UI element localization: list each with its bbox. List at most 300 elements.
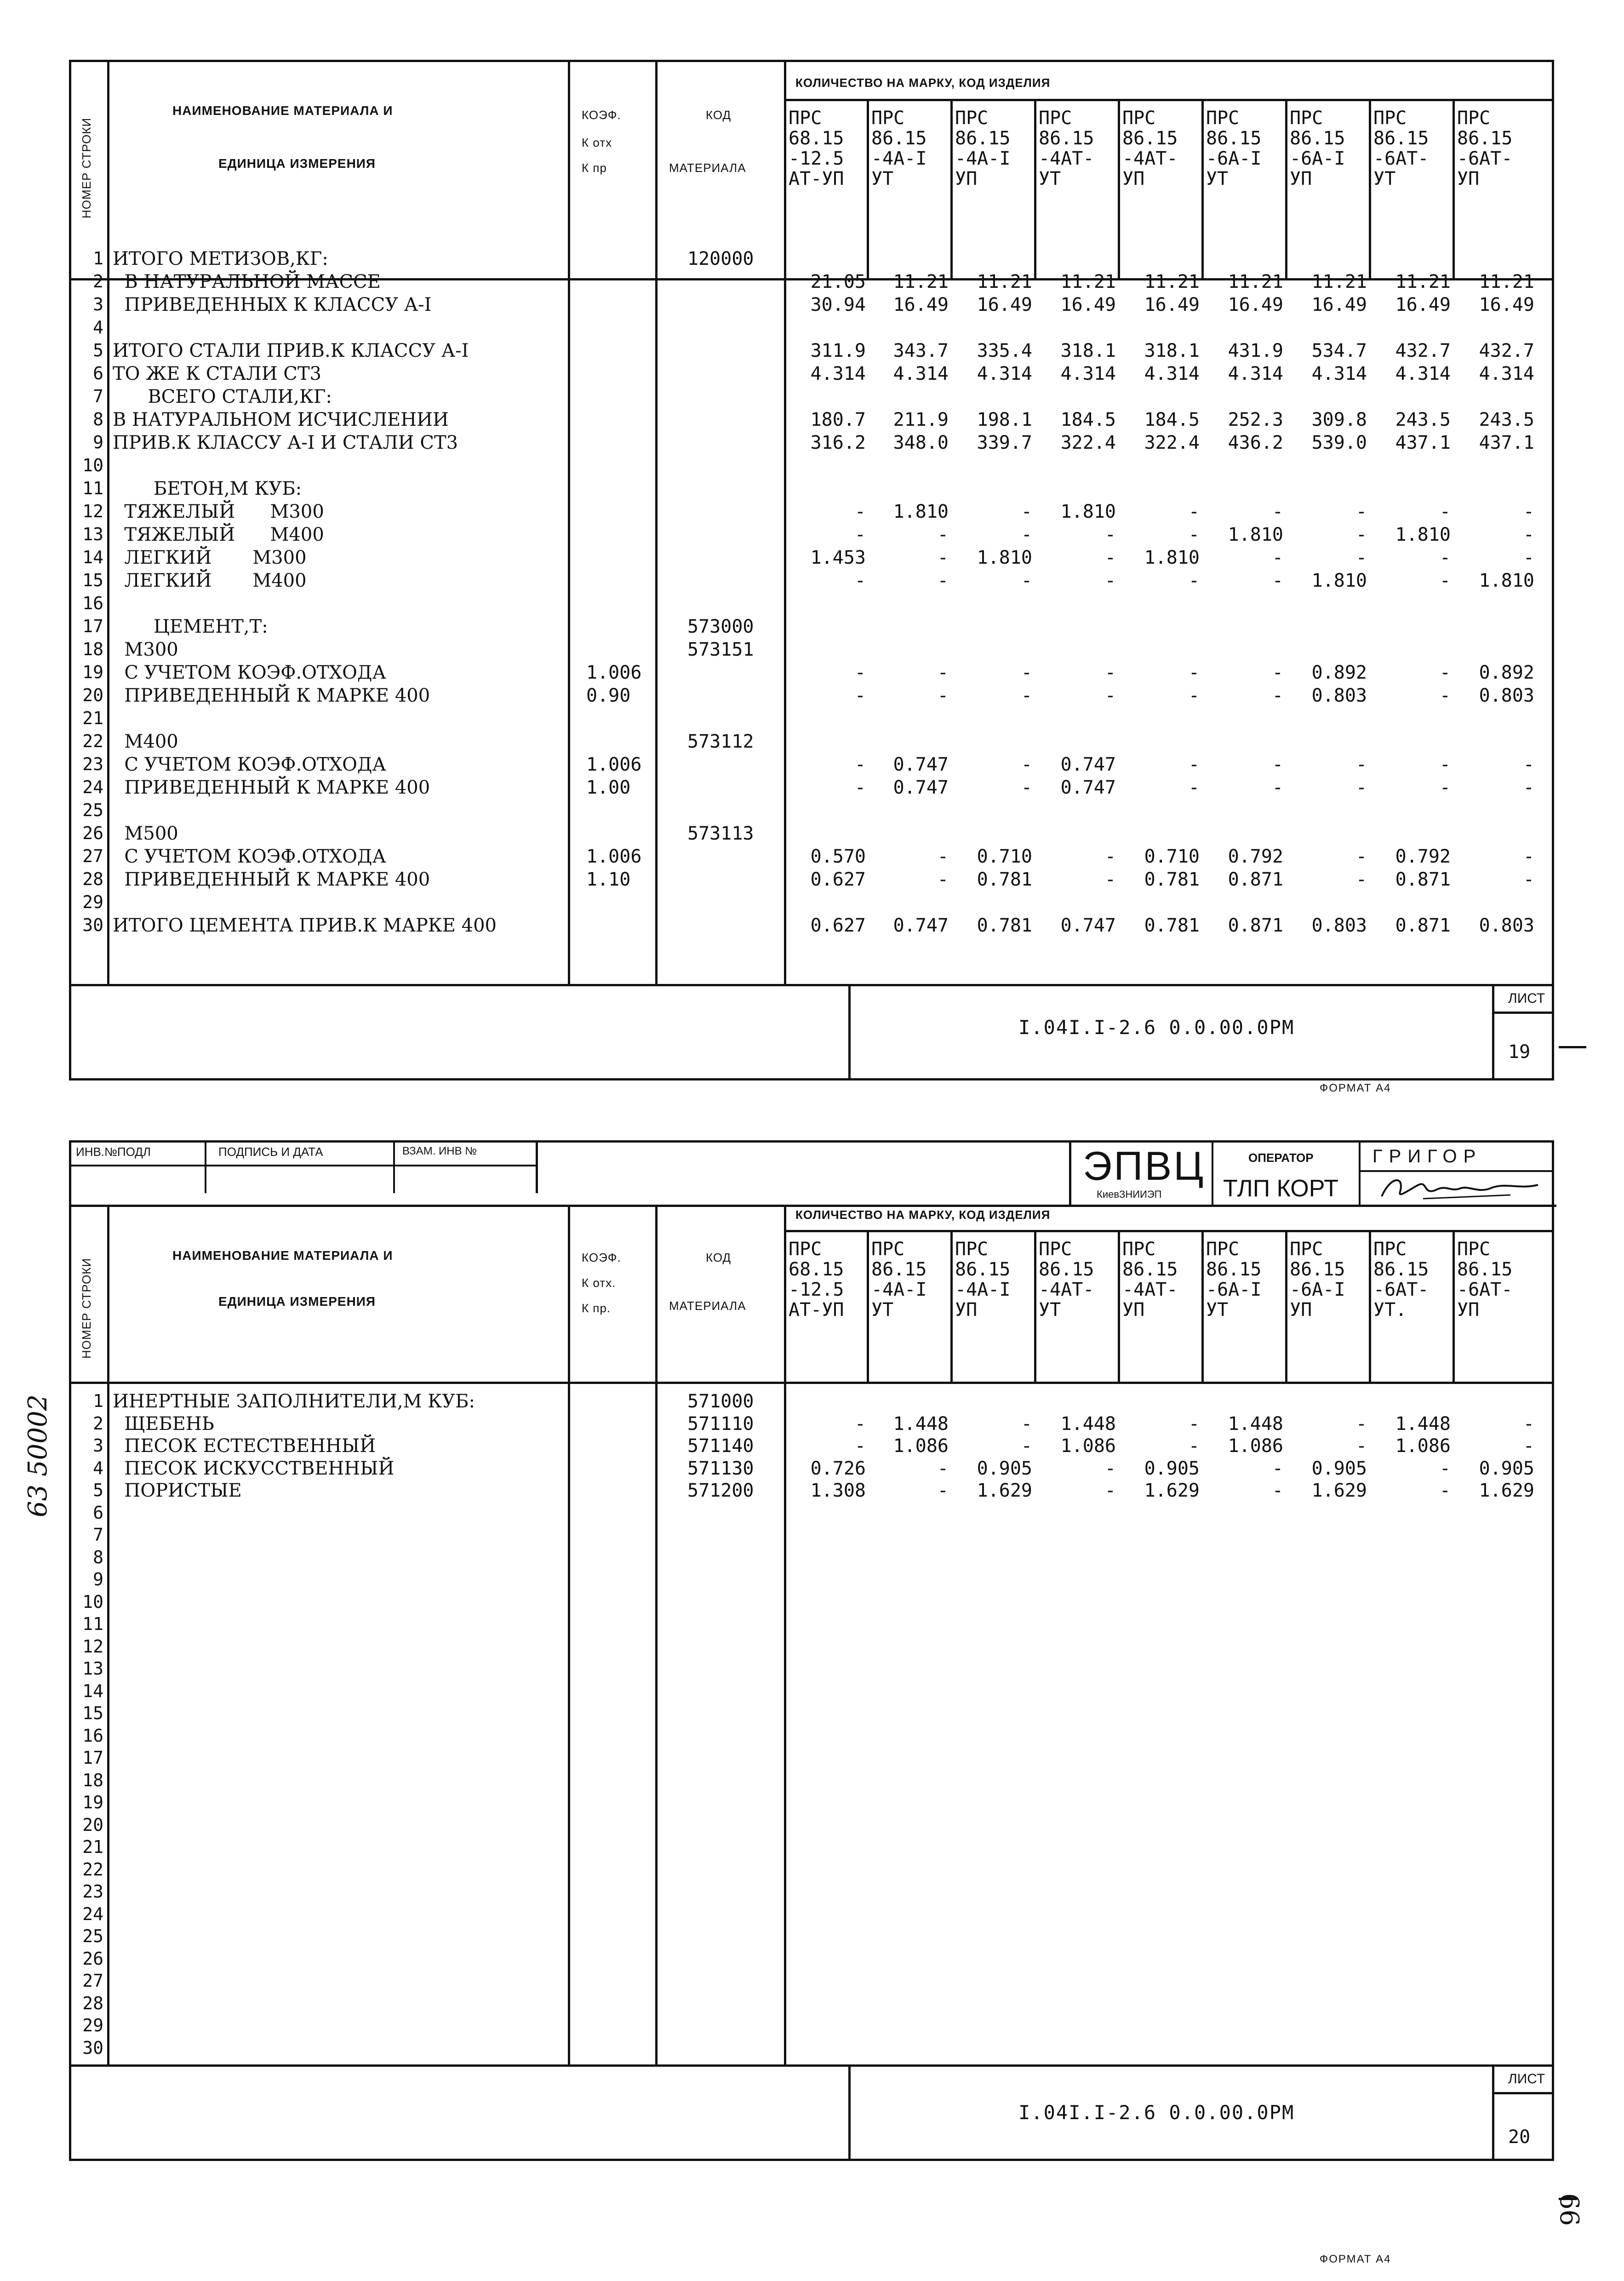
row-number: 1 (93, 1391, 103, 1411)
row-number: 6 (93, 1502, 103, 1523)
product-code-line: ПРС (1122, 1239, 1156, 1260)
quantity-cell: 0.781 (1144, 915, 1200, 936)
row-number: 18 (82, 639, 103, 659)
row-number: 7 (93, 386, 103, 406)
quantity-cell: 0.792 (1395, 846, 1451, 867)
row-number: 19 (82, 662, 103, 682)
quantity-cell: 184.5 (1144, 409, 1200, 430)
product-code-line: -6АТ- (1457, 1279, 1513, 1300)
material-name: ЦЕМЕНТ,Т: (113, 616, 268, 637)
quantity-cell: 1.448 (1395, 1413, 1451, 1435)
material-name: В НАТУРАЛЬНОМ ИСЧИСЛЕНИИ (113, 409, 449, 430)
product-code-line: -4А-I (871, 148, 927, 169)
coefficient: 1.10 (586, 869, 631, 890)
quantity-cell: 211.9 (893, 409, 949, 430)
quantity-cell: - (1188, 685, 1200, 706)
format-label-2: ФОРМАТ А4 (1320, 2253, 1391, 2265)
quantity-cell: 16.49 (977, 294, 1032, 315)
product-column-header (871, 108, 926, 189)
quantity-cell: - (1355, 1413, 1367, 1435)
quantity-cell: - (1104, 570, 1116, 591)
material-name: БЕТОН,М КУБ: (113, 478, 302, 499)
product-code-line: ПРС (1290, 108, 1323, 129)
material-name: М500 (113, 823, 178, 844)
quantity-cell: 243.5 (1479, 409, 1534, 430)
row-number-header: НОМЕР СТРОКИ (80, 117, 93, 218)
quantity-cell: 0.905 (977, 1458, 1032, 1479)
coefficient: 1.00 (586, 777, 631, 798)
row-number: 22 (82, 1859, 103, 1880)
material-code: 573113 (687, 823, 754, 844)
quantity-cell: 16.49 (1311, 294, 1367, 315)
quantity-cell: - (1523, 1435, 1534, 1457)
row-number: 30 (82, 2037, 103, 2058)
quantity-cell: - (1439, 1458, 1451, 1479)
product-code-line: -4АТ- (1039, 1279, 1094, 1300)
quantity-cell: - (1188, 662, 1200, 683)
product-column-header (1290, 108, 1345, 189)
quantity-cell: 1.308 (810, 1480, 866, 1501)
quantity-cell: 4.314 (1311, 363, 1367, 384)
product-column-header (1373, 1239, 1429, 1320)
product-code-line: 86.15 (955, 1259, 1011, 1280)
quantity-cell: - (1188, 524, 1200, 545)
product-code-line: -4А-I (955, 1279, 1011, 1300)
product-code-line: 86.15 (1206, 1259, 1262, 1280)
coef-waste-label-2: К отх. (582, 1276, 616, 1290)
product-code-line: АТ-УП (789, 1299, 844, 1321)
product-code-line: 86.15 (955, 128, 1011, 149)
quantity-cell: 0.710 (977, 846, 1032, 867)
quantity-cell: 180.7 (810, 409, 866, 430)
quantity-cell: - (1355, 547, 1367, 568)
product-code-line: -6АТ- (1457, 148, 1513, 169)
quantity-cell: - (1523, 846, 1534, 867)
coefficient: 0.90 (586, 685, 631, 706)
quantity-cell: - (854, 501, 866, 522)
row-number: 20 (82, 685, 103, 705)
material-name: С УЧЕТОМ КОЭФ.ОТХОДА (113, 846, 386, 867)
quantity-cell: 1.810 (1311, 570, 1367, 591)
product-code-line: ПРС (1373, 108, 1407, 129)
quantity-cell: 534.7 (1311, 340, 1367, 361)
quantity-cell: 0.871 (1395, 915, 1451, 936)
row-number: 27 (82, 1971, 103, 1991)
quantity-cell: - (1188, 1435, 1200, 1457)
quantity-cell: 11.21 (1228, 271, 1283, 292)
quantity-cell: 1.810 (977, 547, 1032, 568)
material-name: ТЯЖЕЛЫЙ М300 (113, 501, 324, 522)
quantity-cell: 431.9 (1228, 340, 1283, 361)
row-number: 15 (82, 570, 103, 590)
product-column-header (955, 1239, 1010, 1320)
org-name: ЭПВЦ (1083, 1143, 1206, 1189)
quantity-cell: - (1188, 777, 1200, 798)
product-column-header (1457, 1239, 1512, 1320)
material-name: ПЕСОК ИСКУССТВЕННЫЙ (113, 1458, 395, 1479)
product-code-line: УП (955, 1299, 978, 1321)
material-name: ПОРИСТЫЕ (113, 1480, 242, 1501)
material-name: ТО ЖЕ К СТАЛИ СТ3 (113, 363, 322, 384)
quantity-cell: 343.7 (893, 340, 949, 361)
row-number: 6 (93, 363, 103, 383)
quantity-cell: - (1523, 777, 1534, 798)
row-number: 28 (82, 869, 103, 889)
quantity-cell: 1.086 (1395, 1435, 1451, 1457)
quantity-cell: - (1355, 846, 1367, 867)
product-code-line: ПРС (1206, 1239, 1240, 1260)
right-margin-note: 66 (1554, 2193, 1584, 2226)
quantity-cell: - (937, 1458, 949, 1479)
product-code-line: АТ-УП (789, 168, 844, 189)
quantity-cell: - (1104, 524, 1116, 545)
product-code-line: УП (1122, 168, 1145, 189)
quantity-cell: - (1355, 869, 1367, 890)
material-code: 571200 (687, 1480, 754, 1501)
material-name: ТЯЖЕЛЫЙ М400 (113, 524, 324, 545)
material-name: С УЧЕТОМ КОЭФ.ОТХОДА (113, 662, 386, 683)
quantity-cell: 0.905 (1479, 1458, 1534, 1479)
quantity-cell: 16.49 (1228, 294, 1283, 315)
product-column-header (789, 108, 844, 189)
quantity-cell: 0.892 (1311, 662, 1367, 683)
edge-mark (1559, 2198, 1577, 2200)
product-code-line: 86.15 (1290, 1259, 1345, 1280)
quantity-cell: 0.905 (1311, 1458, 1367, 1479)
quantity-cell: - (854, 1413, 866, 1435)
quantity-cell: 1.810 (1144, 547, 1200, 568)
row-number: 5 (93, 340, 103, 360)
row-number: 21 (82, 708, 103, 728)
row-number: 8 (93, 409, 103, 429)
quantity-cell: 0.781 (977, 869, 1032, 890)
quantity-cell: 1.629 (977, 1480, 1032, 1501)
quantity-cell: 0.871 (1228, 915, 1283, 936)
product-column-header (1206, 1239, 1261, 1320)
quantity-cell: - (937, 570, 949, 591)
replace-inv-label: ВЗАМ. ИНВ № (402, 1145, 477, 1157)
quantity-cell: 0.747 (893, 777, 949, 798)
sheet-label-2: ЛИСТ (1508, 2071, 1545, 2087)
quantity-cell: 11.21 (977, 271, 1032, 292)
product-code-line: УП (1457, 168, 1480, 189)
quantity-cell: 437.1 (1479, 432, 1534, 453)
coefficient: 1.006 (586, 846, 642, 867)
unit-header-2: ЕДИНИЦА ИЗМЕРЕНИЯ (218, 1294, 376, 1309)
row-number: 27 (82, 846, 103, 866)
quantity-cell: 311.9 (810, 340, 866, 361)
material-name: ПРИВЕДЕННЫЙ К МАРКЕ 400 (113, 685, 430, 706)
product-code-line: УП (1122, 1299, 1145, 1321)
material-name: ВСЕГО СТАЛИ,КГ: (113, 386, 332, 407)
coef-header: КОЭФ. (582, 108, 621, 122)
material-code: 571110 (687, 1413, 754, 1435)
row-number: 29 (82, 2015, 103, 2035)
product-code-line: 86.15 (1122, 128, 1178, 149)
row-number: 24 (82, 777, 103, 797)
product-code-line: 86.15 (871, 1259, 927, 1280)
row-number: 22 (82, 731, 103, 751)
quantity-cell: 1.448 (1060, 1413, 1116, 1435)
quantity-cell: - (854, 662, 866, 683)
quantity-cell: - (1439, 1480, 1451, 1501)
product-code-line: ПРС (1457, 1239, 1491, 1260)
product-column-header (1290, 1239, 1345, 1320)
material-name: В НАТУРАЛЬНОЙ МАССЕ (113, 271, 381, 292)
inv-label: ИНВ.№ПОДЛ (76, 1145, 151, 1159)
product-column-header (1039, 108, 1094, 189)
quantity-cell: - (1021, 754, 1032, 775)
material-code: 573151 (687, 639, 754, 660)
quantity-cell: 16.49 (1395, 294, 1451, 315)
row-number: 12 (82, 1636, 103, 1657)
quantity-cell: - (1439, 777, 1451, 798)
quantity-cell: - (937, 685, 949, 706)
product-code-line: -6А-I (1290, 148, 1345, 169)
coef-header-2: КОЭФ. (582, 1251, 621, 1264)
material-name: ИТОГО СТАЛИ ПРИВ.К КЛАССУ А-I (113, 340, 469, 361)
material-code: 571130 (687, 1458, 754, 1479)
row-number: 10 (82, 1591, 103, 1612)
row-number: 30 (82, 915, 103, 935)
product-code-line: УТ (1039, 1299, 1061, 1321)
row-number: 2 (93, 1413, 103, 1434)
quantity-cell: - (1439, 570, 1451, 591)
quantity-cell: 1.629 (1479, 1480, 1534, 1501)
product-code-line: УТ. (1373, 1299, 1407, 1321)
quantity-cell: - (1104, 869, 1116, 890)
product-column-header (955, 108, 1010, 189)
quantity-cell: - (937, 662, 949, 683)
code-header-sub: МАТЕРИАЛА (669, 161, 746, 175)
quantity-cell: 0.892 (1479, 662, 1534, 683)
row-number: 17 (82, 1748, 103, 1768)
row-number: 19 (82, 1792, 103, 1812)
quantity-header: КОЛИЧЕСТВО НА МАРКУ, КОД ИЗДЕЛИЯ (795, 76, 1051, 90)
operator-value: ТЛП КОРТ (1223, 1175, 1338, 1202)
quantity-cell: - (1021, 662, 1032, 683)
material-name: ПРИВЕДЕННЫЙ К МАРКЕ 400 (113, 777, 430, 798)
product-column-header (1206, 108, 1261, 189)
coefficient: 1.006 (586, 754, 642, 775)
material-code: 573112 (687, 731, 754, 752)
product-code-line: УТ (1206, 168, 1229, 189)
quantity-cell: 0.747 (1060, 754, 1116, 775)
quantity-cell: 339.7 (977, 432, 1032, 453)
quantity-cell: 322.4 (1060, 432, 1116, 453)
row-number: 13 (82, 1658, 103, 1679)
quantity-cell: 16.49 (1144, 294, 1200, 315)
product-code-line: -4АТ- (1122, 1279, 1178, 1300)
row-number: 26 (82, 823, 103, 843)
quantity-cell: 11.21 (893, 271, 949, 292)
quantity-cell: - (1104, 662, 1116, 683)
quantity-cell: - (1523, 547, 1534, 568)
row-number: 9 (93, 1569, 103, 1589)
quantity-cell: - (854, 524, 866, 545)
material-code: 573000 (687, 616, 754, 637)
row-number: 25 (82, 800, 103, 820)
row-number: 4 (93, 317, 103, 337)
quantity-cell: - (1021, 501, 1032, 522)
product-code-line: 86.15 (1290, 128, 1345, 149)
product-code-line: 86.15 (871, 128, 927, 149)
left-margin-note: 63 50002 (23, 1394, 53, 1517)
row-number: 9 (93, 432, 103, 452)
row-number: 25 (82, 1926, 103, 1946)
row-number: 29 (82, 892, 103, 912)
material-name: ИТОГО МЕТИЗОВ,КГ: (113, 248, 328, 269)
operator-label: ОПЕРАТОР (1248, 1151, 1314, 1165)
quantity-cell: 184.5 (1060, 409, 1116, 430)
quantity-cell: 0.803 (1311, 685, 1367, 706)
row-number-header-2: НОМЕР СТРОКИ (80, 1258, 93, 1359)
quantity-cell: - (1355, 754, 1367, 775)
product-code-line: ПРС (1373, 1239, 1407, 1260)
operator-name: ГРИГОР (1372, 1146, 1482, 1166)
sign-date-label: ПОДПИСЬ И ДАТА (218, 1145, 323, 1159)
row-number: 13 (82, 524, 103, 544)
coefficient: 1.006 (586, 662, 642, 683)
product-code-line: УП (955, 168, 978, 189)
quantity-cell: 0.747 (893, 754, 949, 775)
product-code-line: ПРС (789, 1239, 822, 1260)
sheet-number: 19 (1508, 1041, 1531, 1063)
quantity-cell: 4.314 (977, 363, 1032, 384)
quantity-cell: 0.803 (1311, 915, 1367, 936)
quantity-cell: 316.2 (810, 432, 866, 453)
row-number: 10 (82, 455, 103, 475)
edge-mark (1559, 1046, 1586, 1048)
quantity-cell: 0.803 (1479, 685, 1534, 706)
quantity-cell: 318.1 (1060, 340, 1116, 361)
quantity-cell: 11.21 (1144, 271, 1200, 292)
row-number: 18 (82, 1770, 103, 1790)
material-name: М400 (113, 731, 178, 752)
material-name: С УЧЕТОМ КОЭФ.ОТХОДА (113, 754, 386, 775)
quantity-cell: - (1104, 1458, 1116, 1479)
org-sub: КиевЗНИИЭП (1097, 1189, 1162, 1200)
quantity-cell: 0.792 (1228, 846, 1283, 867)
material-name: ПРИВЕДЕННЫЙ К МАРКЕ 400 (113, 869, 430, 890)
quantity-cell: - (1355, 1435, 1367, 1457)
product-column-header (871, 1239, 926, 1320)
quantity-cell: - (1355, 501, 1367, 522)
quantity-cell: 0.627 (810, 915, 866, 936)
quantity-cell: 16.49 (1060, 294, 1116, 315)
quantity-cell: - (1021, 777, 1032, 798)
quantity-cell: - (1104, 685, 1116, 706)
product-code-line: 86.15 (1206, 128, 1262, 149)
product-code-line: -4АТ- (1039, 148, 1094, 169)
quantity-cell: - (1021, 1413, 1032, 1435)
quantity-cell: 1.086 (893, 1435, 949, 1457)
material-code: 571140 (687, 1435, 754, 1457)
row-number: 14 (82, 547, 103, 567)
row-number: 23 (82, 1881, 103, 1902)
material-name: ЛЕГКИЙ М400 (113, 570, 307, 591)
quantity-cell: 1.086 (1060, 1435, 1116, 1457)
product-code-line: ПРС (789, 108, 822, 129)
product-code-line: УТ (1206, 1299, 1229, 1321)
quantity-cell: - (1104, 846, 1116, 867)
quantity-cell: - (1272, 662, 1283, 683)
quantity-cell: 11.21 (1311, 271, 1367, 292)
row-number: 5 (93, 1480, 103, 1500)
material-name: ЛЕГКИЙ М300 (113, 547, 307, 568)
quantity-cell: - (1272, 754, 1283, 775)
format-label-1: ФОРМАТ А4 (1320, 1082, 1391, 1094)
quantity-cell: 4.314 (893, 363, 949, 384)
product-code-line: ПРС (871, 1239, 905, 1260)
quantity-cell: 0.570 (810, 846, 866, 867)
row-number: 3 (93, 1435, 103, 1456)
coef-waste-label: К отх (582, 136, 612, 149)
quantity-cell: - (1272, 1480, 1283, 1501)
material-code: 571000 (687, 1391, 754, 1412)
quantity-cell: 21.05 (810, 271, 866, 292)
row-number: 11 (82, 1614, 103, 1634)
product-code-line: ПРС (871, 108, 905, 129)
product-code-line: 86.15 (1457, 128, 1513, 149)
document-code-2: I.04I.I-2.6 0.0.00.0PM (1018, 2101, 1295, 2124)
product-column-header (1039, 1239, 1094, 1320)
quantity-cell: - (1021, 570, 1032, 591)
quantity-cell: 0.747 (893, 915, 949, 936)
quantity-cell: - (937, 524, 949, 545)
product-code-line: -4АТ- (1122, 148, 1178, 169)
material-name: ПЕСОК ЕСТЕСТВЕННЫЙ (113, 1435, 376, 1457)
quantity-cell: 4.314 (810, 363, 866, 384)
material-name: ИНЕРТНЫЕ ЗАПОЛНИТЕЛИ,М КУБ: (113, 1391, 475, 1412)
quantity-cell: - (1439, 685, 1451, 706)
quantity-cell: - (1272, 501, 1283, 522)
row-number: 3 (93, 294, 103, 314)
signature (1372, 1171, 1547, 1203)
sheet-label: ЛИСТ (1508, 991, 1545, 1006)
quantity-cell: 318.1 (1144, 340, 1200, 361)
quantity-cell: - (854, 1435, 866, 1457)
material-name: ЩЕБЕНЬ (113, 1413, 214, 1435)
quantity-cell: - (1272, 685, 1283, 706)
quantity-header-2: КОЛИЧЕСТВО НА МАРКУ, КОД ИЗДЕЛИЯ (795, 1208, 1051, 1222)
quantity-cell: 1.448 (893, 1413, 949, 1435)
quantity-cell: 4.314 (1479, 363, 1534, 384)
material-name: ИТОГО ЦЕМЕНТА ПРИВ.К МАРКЕ 400 (113, 915, 497, 936)
product-code-line: ПРС (1039, 108, 1072, 129)
product-column-header (789, 1239, 844, 1320)
product-column-header (1373, 108, 1429, 189)
quantity-cell: - (1439, 547, 1451, 568)
quantity-cell: 16.49 (1479, 294, 1534, 315)
row-number: 24 (82, 1904, 103, 1924)
product-code-line: -6А-I (1290, 1279, 1345, 1300)
quantity-cell: 1.810 (1060, 501, 1116, 522)
product-code-line: -6АТ- (1373, 1279, 1429, 1300)
quantity-cell: 432.7 (1395, 340, 1451, 361)
quantity-cell: 1.810 (1228, 524, 1283, 545)
quantity-cell: - (1439, 754, 1451, 775)
product-code-line: УП (1457, 1299, 1480, 1321)
quantity-cell: 0.871 (1228, 869, 1283, 890)
product-code-line: -12.5 (789, 1279, 844, 1300)
code-header-2: КОД (706, 1251, 732, 1264)
product-column-header (1122, 1239, 1178, 1320)
product-code-line: УТ (871, 1299, 894, 1321)
quantity-cell: 243.5 (1395, 409, 1451, 430)
row-number: 12 (82, 501, 103, 521)
product-code-line: ПРС (1206, 108, 1240, 129)
